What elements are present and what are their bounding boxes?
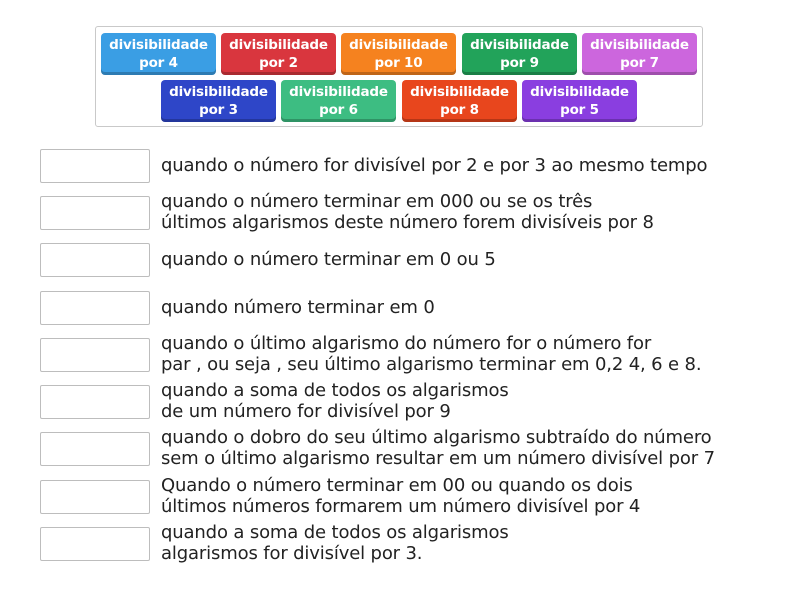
drop-zone-8[interactable]	[40, 480, 150, 514]
match-row-7	[40, 428, 780, 468]
clue-line1: quando a soma de todos os algarismos	[161, 380, 509, 401]
tile-label-line2: por 5	[560, 102, 599, 118]
tile-label-line2: por 8	[440, 102, 479, 118]
match-row-3	[40, 239, 780, 279]
clue-line2: últimos algarismos deste número forem divisíveis por 8	[161, 212, 654, 233]
tile-label-line1: divisibilidade	[229, 37, 328, 53]
clue-line1: quando a soma de todos os algarismos	[161, 522, 509, 543]
tile-divisibility-9[interactable]	[462, 33, 577, 75]
match-row-5	[40, 334, 780, 374]
clue-text-3	[161, 239, 781, 279]
tile-label-line2: por 9	[500, 55, 539, 71]
clue-text-2	[161, 192, 781, 232]
drop-zone-2[interactable]	[40, 196, 150, 230]
clue-line1: quando o número terminar em 0 ou 5	[161, 248, 496, 270]
tile-divisibility-10[interactable]	[341, 33, 456, 75]
clue-text-5	[161, 334, 781, 374]
tile-divisibility-8[interactable]	[402, 80, 517, 122]
clue-line1: quando o número terminar em 000 ou se os três	[161, 191, 593, 212]
clue-line1: quando o último algarismo do número for o número for	[161, 333, 652, 354]
drop-zone-6[interactable]	[40, 385, 150, 419]
tile-label-line2: por 6	[319, 102, 358, 118]
match-row-6	[40, 381, 780, 421]
clue-text-4	[161, 287, 781, 327]
tile-label-line1: divisibilidade	[410, 84, 509, 100]
tile-divisibility-7[interactable]	[582, 33, 697, 75]
match-row-4	[40, 287, 780, 327]
match-row-9	[40, 523, 780, 563]
clue-line2: par , ou seja , seu último algarismo terminar em 0,2 4, 6 e 8.	[161, 354, 702, 375]
clue-line1: quando número terminar em 0	[161, 296, 435, 318]
tile-divisibility-5[interactable]	[522, 80, 637, 122]
match-row-8	[40, 476, 780, 516]
tile-divisibility-2[interactable]	[221, 33, 336, 75]
tile-label-line2: por 7	[620, 55, 659, 71]
tile-label-line2: por 3	[199, 102, 238, 118]
clue-line2: algarismos for divisível por 3.	[161, 543, 423, 564]
clue-line1: Quando o número terminar em 00 ou quando os dois	[161, 475, 633, 496]
tile-bank	[95, 26, 703, 127]
match-row-1	[40, 145, 780, 185]
clue-line2: sem o último algarismo resultar em um número divisível por 7	[161, 448, 715, 469]
clue-line1: quando o dobro do seu último algarismo subtraído do número	[161, 427, 712, 448]
clue-line2: de um número for divisível por 9	[161, 401, 451, 422]
drop-zone-5[interactable]	[40, 338, 150, 372]
drop-zone-1[interactable]	[40, 149, 150, 183]
tile-label-line2: por 4	[139, 55, 178, 71]
tile-label-line1: divisibilidade	[590, 37, 689, 53]
match-row-2	[40, 192, 780, 232]
drop-zone-3[interactable]	[40, 243, 150, 277]
drop-zone-7[interactable]	[40, 432, 150, 466]
tile-divisibility-6[interactable]	[281, 80, 396, 122]
tile-label-line1: divisibilidade	[289, 84, 388, 100]
drop-zone-9[interactable]	[40, 527, 150, 561]
drop-zone-4[interactable]	[40, 291, 150, 325]
tile-label-line1: divisibilidade	[109, 37, 208, 53]
tile-label-line1: divisibilidade	[169, 84, 268, 100]
tile-divisibility-3[interactable]	[161, 80, 276, 122]
tile-label-line2: por 2	[259, 55, 298, 71]
tile-divisibility-4[interactable]	[101, 33, 216, 75]
clue-text-9	[161, 523, 781, 563]
tile-label-line1: divisibilidade	[530, 84, 629, 100]
clue-line2: últimos números formarem um número divisível por 4	[161, 496, 641, 517]
clue-text-8	[161, 476, 781, 516]
clue-text-6	[161, 381, 781, 421]
tile-label-line1: divisibilidade	[470, 37, 569, 53]
clue-line1: quando o número for divisível por 2 e por 3 ao mesmo tempo	[161, 154, 708, 176]
tile-label-line2: por 10	[374, 55, 423, 71]
clue-text-7	[161, 428, 781, 468]
clue-text-1	[161, 145, 781, 185]
tile-label-line1: divisibilidade	[349, 37, 448, 53]
